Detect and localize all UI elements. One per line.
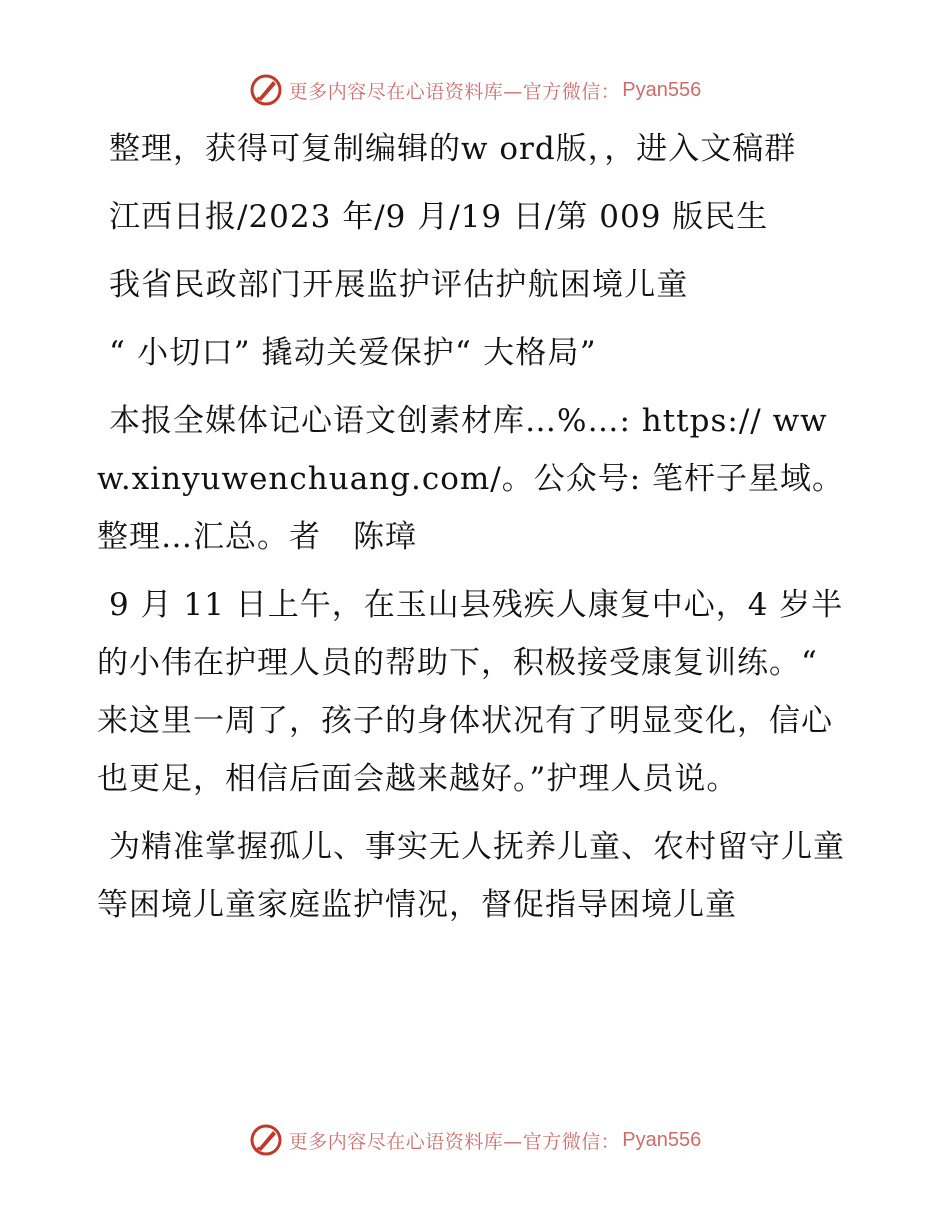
header-watermark: [0, 70, 950, 110]
article-headline: 我省民政部门开展监护评估护航困境儿童: [109, 267, 689, 303]
watermark-account: Pyan556: [622, 78, 702, 101]
watermark-text: 更多内容尽在心语资料库—官方微信：: [288, 1130, 621, 1153]
article-body: [97, 120, 857, 944]
publication-info: 江西日报/2023 年/9 月/19 日/第 009 版民生: [109, 199, 769, 235]
watermark-account: Pyan556: [622, 1128, 702, 1151]
byline: 本报全媒体记心语文创素材库…%…: https:// www.xinyuwenchuang.com/。公众号: 笔杆子星域。整理…汇总。者 陈璋: [97, 403, 844, 555]
quill-pen-circle-icon: [249, 1123, 283, 1157]
footer-watermark: [0, 1120, 950, 1160]
intro-note: 整理，获得可复制编辑的w ord版，，进入文稿群: [109, 131, 797, 167]
watermark-text: 更多内容尽在心语资料库—官方微信：: [288, 80, 621, 103]
body-paragraph: 9 月 11 日上午，在玉山县残疾人康复中心，4 岁半的小伟在护理人员的帮助下，积极接受康复训练。“ 来这里一周了，孩子的身体状况有了明显变化，信心也更足，相信后面会越来越好。”护理人员说。: [97, 587, 844, 797]
body-paragraph: 为精准掌握孤儿、事实无人抚养儿童、农村留守儿童等困境儿童家庭监护情况，督促指导困境儿童: [97, 829, 845, 923]
article-subheadline: “ 小切口” 撬动关爱保护“ 大格局”: [109, 335, 597, 371]
quill-pen-circle-icon: [249, 73, 283, 107]
